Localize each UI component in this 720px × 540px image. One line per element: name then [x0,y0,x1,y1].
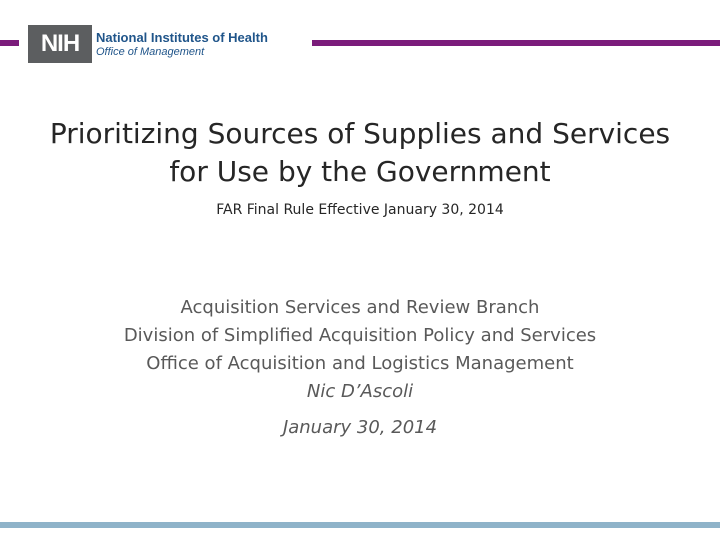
presenter-name: Nic D’Ascoli [306,381,414,402]
nih-logo-mark: NIH [28,25,92,63]
nih-logo [28,24,268,64]
logo-organization-name: National Institutes of Health [96,29,268,45]
header-accent-stripe-right [312,40,720,46]
slide-title-line-1: Prioritizing Sources of Supplies and Services [49,117,671,150]
footer-bar [0,522,720,528]
nih-logo-text [96,30,268,59]
slide-subtitle: FAR Final Rule Effective January 30, 2014 [216,202,504,218]
branch-name: Acquisition Services and Review Branch [180,297,540,318]
slide-title [0,115,720,191]
presentation-date: January 30, 2014 [282,417,438,438]
division-name: Division of Simplified Acquisition Policy and Services [123,325,597,346]
slide-title-line-2: for Use by the Government [169,155,551,188]
header-accent-stripe-left [0,40,19,46]
logo-office-name: Office of Management [96,45,205,58]
presenter-block [0,294,720,442]
office-name: Office of Acquisition and Logistics Management [146,353,574,374]
